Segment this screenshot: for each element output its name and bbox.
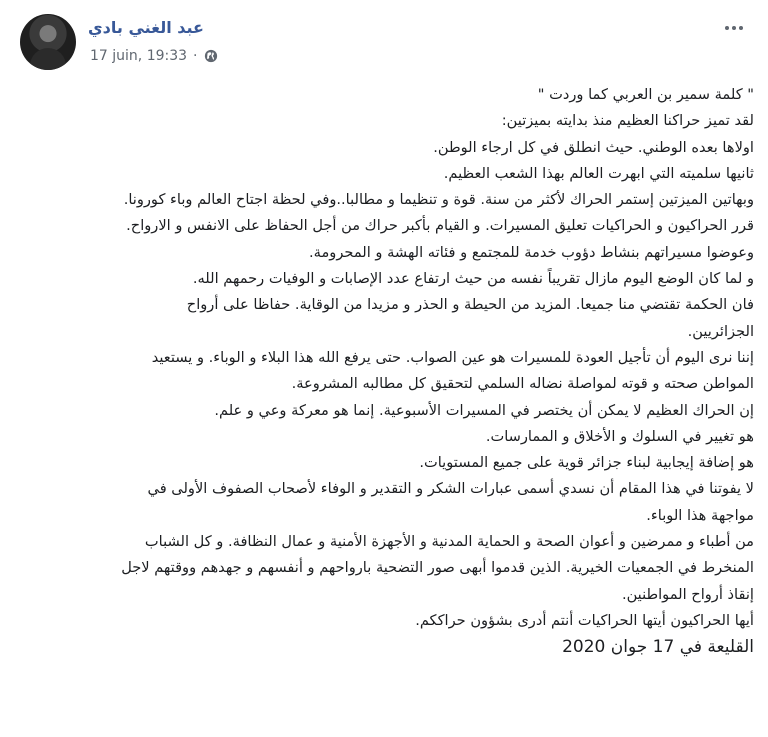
post-header: [0, 14, 768, 74]
post-text: [92, 82, 754, 661]
post-line: وبهاتين الميزتين إستمر الحراك لأكثر من سنة. قوة و تنظيما و مطالبا..وفي لحظة اجتاح العالم وباء كورونا.: [123, 191, 754, 209]
post-line: إن الحراك العظيم لا يمكن أن يختصر في المسيرات الأسبوعية. إنما هو معركة وعي و علم.: [214, 401, 754, 419]
post-line: قرر الحراكيون و الحراكيات تعليق المسيرات. و القيام بأكبر حراك من أجل الحفاظ على الانفس و الارواح.: [126, 217, 754, 235]
post-line: أيها الحراكيون أيتها الحراكيات أنتم أدرى بشؤون حراككم.: [415, 611, 754, 629]
post-line: لا يفوتنا في هذا المقام أن نسدي أسمى عبارات الشكر و التقدير و الوفاء لأصحاب الصفوف الأولى في: [147, 480, 754, 498]
post-line: اولاها بعده الوطني. حيث انطلق في كل ارجاء الوطن.: [433, 138, 754, 156]
author-name[interactable]: عبد الغني بادي: [88, 18, 204, 37]
post-line: المنخرط في الجمعيات الخيرية. الذين قدموا أبهى صور التضحية بارواحهم و أنفسهم و جهدهم ووقتهم لاجل: [121, 559, 754, 577]
more-options-icon[interactable]: [722, 18, 746, 38]
post-line: مواجهة هذا الوباء.: [646, 506, 754, 524]
post-line: إننا نرى اليوم أن تأجيل العودة للمسيرات هو عين الصواب. حتى يرفع الله هذا البلاء و الوباء. و يستعيد: [151, 348, 754, 366]
post-line: الجزائريين.: [687, 322, 754, 340]
post-line: و لما كان الوضع اليوم مازال تقريباً نفسه من حيث ارتفاع عدد الإصابات و الوفيات رحمهم الله.: [192, 270, 754, 288]
post-line: من أطباء و ممرضين و أعوان الصحة و الحماية المدنية و الأجهزة الأمنية و عمال النظافة. و كل الشباب: [144, 533, 754, 551]
post-line: هو إضافة إيجابية لبناء جزائر قوية على جميع المستويات.: [419, 454, 754, 472]
post-line: المواطن صحته و قوته لمواصلة نضاله السلمي لتحقيق كل مطالبه المشروعة.: [291, 375, 754, 393]
post-line: فان الحكمة تقتضي منا جميعا. المزيد من الحيطة و الحذر و مزيدا من الوقاية. حفاظا على أرواح: [186, 296, 754, 314]
post-line: إنقاذ أرواح المواطنين.: [621, 585, 754, 603]
meta-separator: ·: [193, 48, 198, 64]
post-line: " كلمة سمير بن العربي كما وردت ": [537, 86, 754, 103]
post-meta: [90, 48, 218, 64]
post-date-line: القليعة في 17 جوان 2020: [562, 637, 754, 658]
post-line: هو تغيير في السلوك و الأخلاق و الممارسات.: [485, 427, 754, 445]
post-line: وعوضوا مسيراتهم بنشاط دؤوب خدمة للمجتمع و فئاته الهشة و المحرومة.: [309, 243, 754, 261]
post-line: ثانيها سلميته التي ابهرت العالم بهذا الشعب العظيم.: [443, 164, 754, 182]
post-timestamp[interactable]: 17 juin, 19:33: [90, 48, 188, 64]
avatar[interactable]: [20, 14, 76, 70]
post-line: لقد تميز حراكنا العظيم منذ بدايته بميزتين:: [501, 112, 754, 130]
globe-icon[interactable]: [204, 49, 218, 63]
